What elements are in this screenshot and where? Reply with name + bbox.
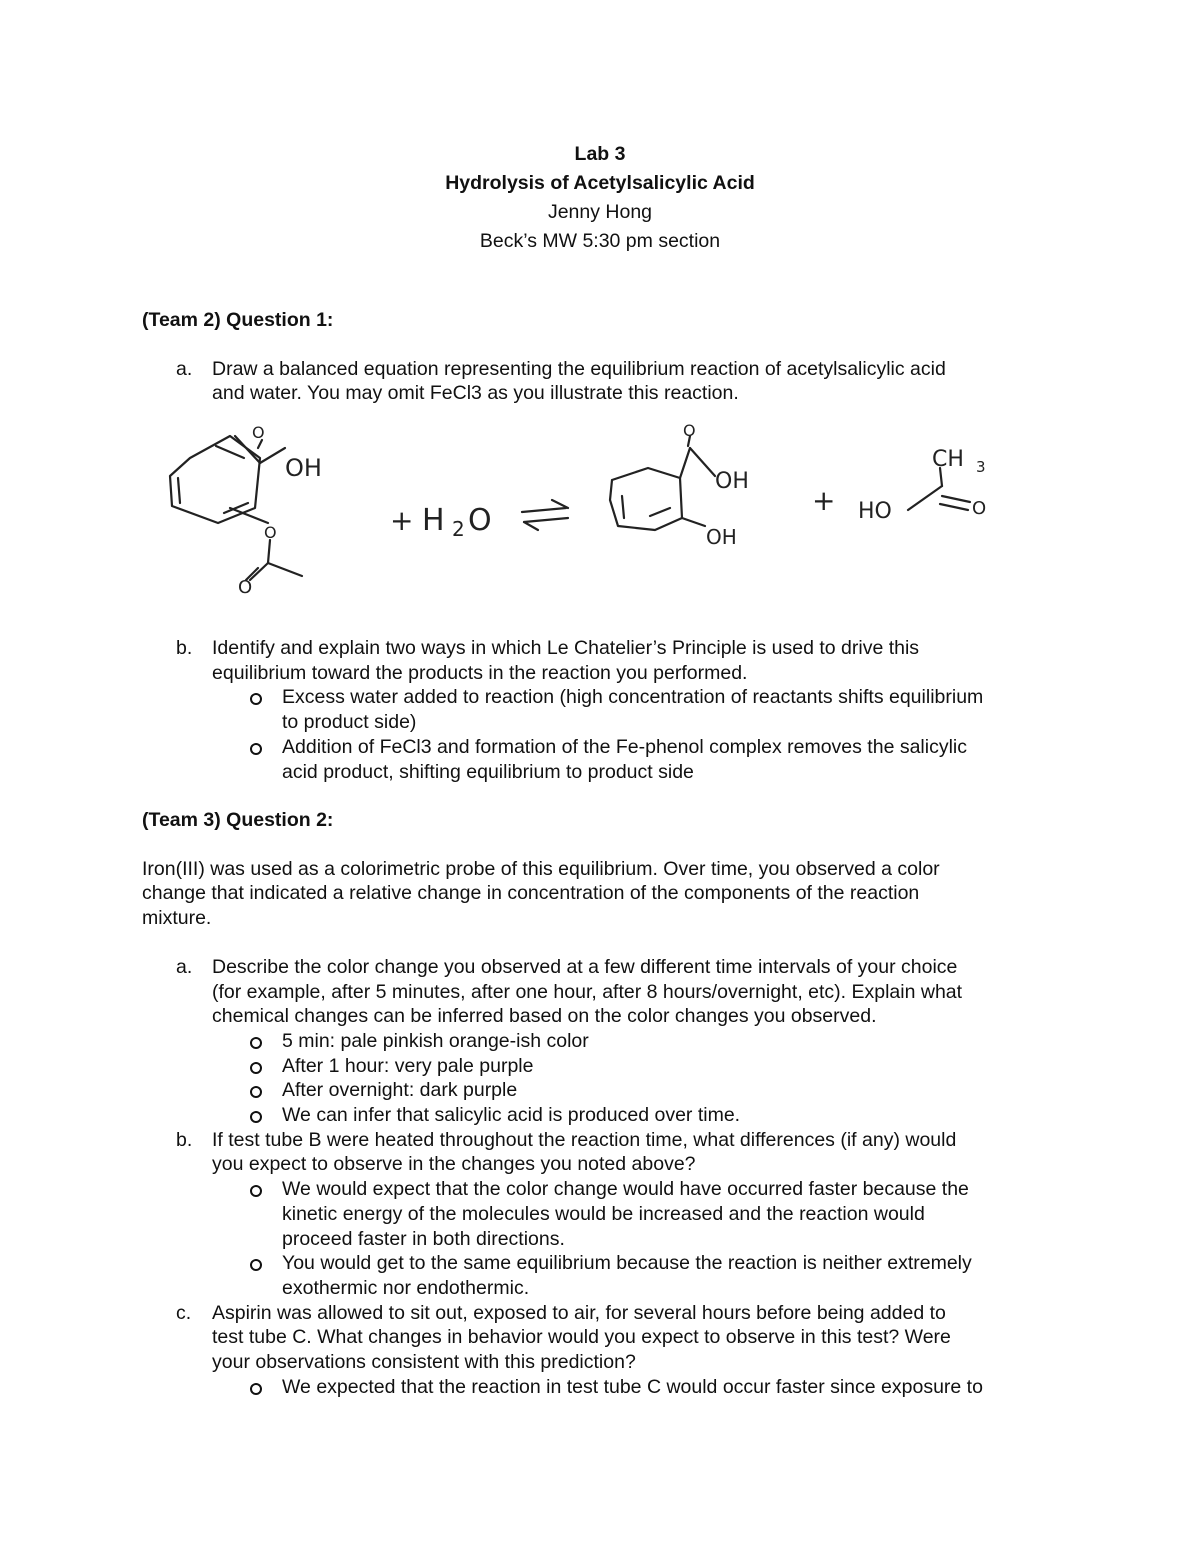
benzene-ring [610,468,682,530]
intro-line: mixture. [142,907,212,930]
ho-label: HO [858,499,892,524]
equilibrium-arrow [522,508,566,512]
ester-bond [250,563,268,580]
answer-line: to product side) [282,711,417,734]
circle-bullet-icon [250,1185,262,1197]
item-marker: b. [176,637,193,659]
carboxyl-bond [690,448,715,476]
item-marker: c. [176,1301,192,1324]
lab-title: Hydrolysis of Acetylsalicylic Acid [445,172,755,194]
oh-label: OH [715,469,749,494]
equilibrium-arrow [524,522,538,530]
answer-bullet [142,1078,1082,1103]
answer-bullet [142,1251,1082,1300]
circle-bullet-icon [250,1383,262,1395]
circle-bullet-icon [250,1111,262,1123]
question-2a-line: (for example, after 5 minutes, after one hour, after 8 hours/overnight, etc). Explain what [212,980,963,1003]
question-2b-line: you expect to observe in the changes you noted above? [212,1153,696,1176]
item-marker: a. [176,357,193,380]
item-marker: a. [176,955,193,978]
answer-bullet [142,1375,1082,1400]
answer-bullet [142,1177,1082,1251]
circle-bullet-icon [250,1259,262,1271]
ring-bond [178,478,180,503]
question-2 [142,808,1082,1399]
question-2a [142,955,1082,1029]
question-2a-line: Describe the color change you observed at a few different time intervals of your choice [212,955,958,978]
question-1a-line: Draw a balanced equation representing the equilibrium reaction of acetylsalicylic acid [212,357,946,380]
question-1b [142,636,1082,685]
answer-line: You would get to the same equilibrium because the reaction is neither extremely [282,1252,972,1275]
answer-line: We can infer that salicylic acid is produced over time. [282,1104,741,1127]
circle-bullet-icon [250,1062,262,1074]
circle-bullet-icon [250,1037,262,1049]
question-2c-line: Aspirin was allowed to sit out, exposed to air, for several hours before being added to [212,1301,946,1324]
ester-bond [268,540,270,563]
question-1 [142,308,1082,406]
methyl-subscript: 3 [976,458,986,476]
reaction-drawing [150,418,1010,603]
question-1b-line: Identify and explain two ways in which Le Chatelier’s Principle is used to drive this [212,637,920,659]
oh-label: OH [285,454,322,482]
water-o-label: O [468,503,492,538]
question-1a [142,357,1082,406]
equilibrium-arrow [552,500,568,508]
answer-bullet [142,1103,1082,1128]
plus-sign: + [812,484,836,517]
hydroxyl-bond [682,518,705,526]
answer-bullet [142,685,1082,734]
section-info: Beck’s MW 5:30 pm section [479,230,721,252]
acid-bond [908,486,942,510]
answer-bullet [142,735,1082,784]
carboxyl-bond [260,448,285,463]
question-2-title: (Team 3) Question 2: [142,809,334,831]
answer-line: Addition of FeCl3 and formation of the Fe-phenol complex removes the salicylic [282,735,968,758]
question-2c-line: test tube C. What changes in behavior would you expect to observe in this test? Were [212,1326,951,1349]
question-2a-line: chemical changes can be inferred based on the color changes you observed. [212,1005,877,1028]
item-marker: b. [176,1128,193,1151]
question-2c-line: your observations consistent with this prediction? [212,1351,636,1374]
question-1b-block [142,636,1082,784]
carbonyl-o-label: O [683,421,696,440]
question-2-intro [142,857,1042,931]
intro-line: change that indicated a relative change in concentration of the components of the reaction [142,882,920,905]
answer-line: proceed faster in both directions. [282,1227,565,1250]
answer-line: We would expect that the color change would have occurred faster because the [282,1178,969,1201]
plus-sign: + [390,504,414,537]
answer-bullet [142,1029,1082,1054]
question-1-title: (Team 2) Question 1: [142,309,334,331]
acid-bond [942,496,970,502]
answer-bullet [142,1054,1082,1079]
ring-bond [650,508,670,516]
ester-bond [268,563,302,576]
answer-line: acid product, shifting equilibrium to product side [282,760,694,783]
ring-bond [216,446,244,458]
equilibrium-arrow [524,518,568,522]
ring-bond [622,496,624,518]
circle-bullet-icon [250,1086,262,1098]
circle-bullet-icon [250,743,262,755]
answer-line: 5 min: pale pinkish orange-ish color [282,1029,589,1052]
acid-bond [940,504,968,510]
intro-line: Iron(III) was used as a colorimetric probe of this equilibrium. Over time, you observed a color [142,857,940,880]
ester-carbonyl-o-label: O [238,577,253,598]
answer-line: After 1 hour: very pale purple [282,1054,534,1077]
question-2c [142,1301,1082,1375]
author-name: Jenny Hong [547,201,653,223]
acid-o-label: O [972,498,987,519]
question-2b-line: If test tube B were heated throughout the reaction time, what differences (if any) would [212,1128,957,1151]
question-1b-line: equilibrium toward the products in the reaction you performed. [212,661,748,684]
carboxyl-bond [680,448,690,478]
answer-line: kinetic energy of the molecules would be increased and the reaction would [282,1202,925,1225]
answer-line: After overnight: dark purple [282,1079,518,1102]
document-header [0,140,1200,256]
water-subscript: 2 [452,517,465,541]
ester-o-label: O [264,523,277,542]
methyl-label: CH [932,447,964,472]
oh-label: OH [706,525,737,549]
carbonyl-o-label: O [252,423,265,442]
answer-line: Excess water added to reaction (high concentration of reactants shifts equilibrium [282,686,984,709]
question-1a-line: and water. You may omit FeCl3 as you illustrate this reaction. [212,382,739,405]
water-h-label: H [422,503,445,538]
circle-bullet-icon [250,693,262,705]
answer-line: We expected that the reaction in test tube C would occur faster since exposure to [282,1375,983,1398]
answer-line: exothermic nor endothermic. [282,1276,530,1299]
lab-number: Lab 3 [574,143,626,165]
question-2b [142,1128,1082,1177]
